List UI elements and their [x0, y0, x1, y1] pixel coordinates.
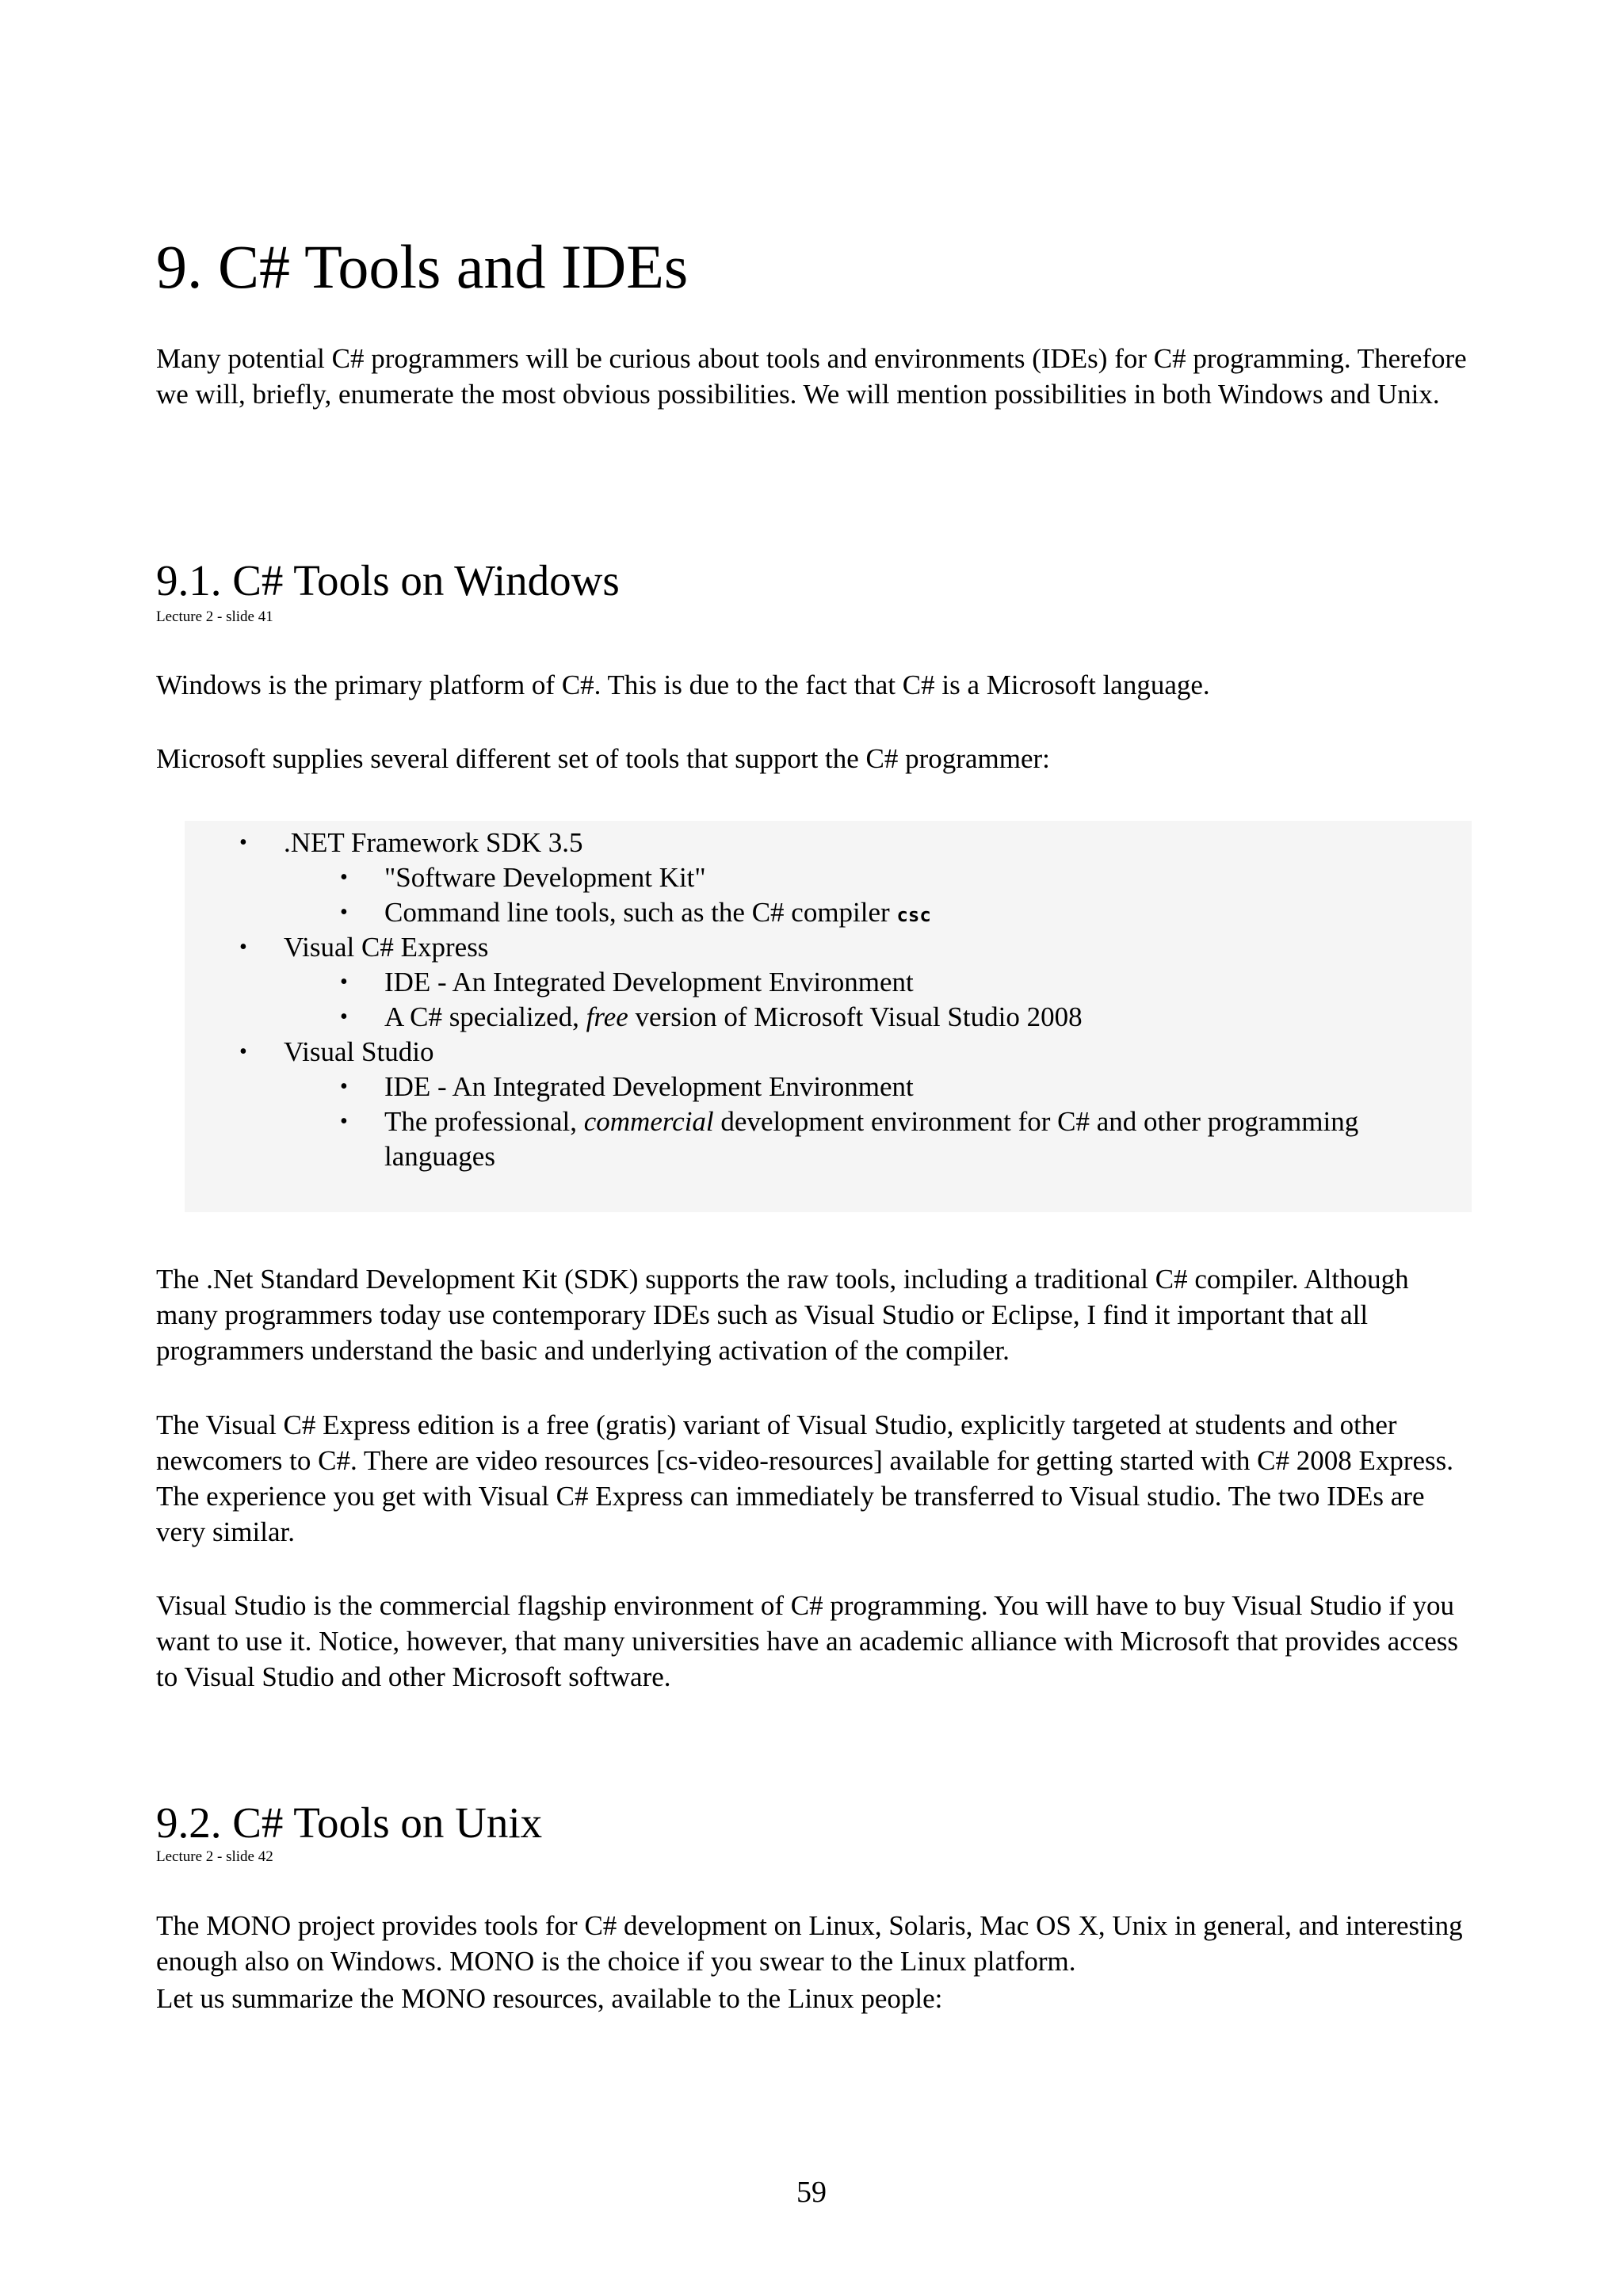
windows-paragraph: The .Net Standard Development Kit (SDK) supports the raw tools, including a traditional C# compiler. Although many programmers today use contemporary IDEs such as Visual Studio or Eclipse, I find it important that all programmers understand the basic and underlying activation of the compiler.: [156, 1264, 1409, 1366]
list-item-label: The professional,: [384, 1106, 584, 1137]
section-title-unix: 9.2. C# Tools on Unix: [156, 1798, 543, 1847]
bullet-icon: •: [340, 1109, 348, 1134]
unix-paragraph: The MONO project provides tools for C# development on Linux, Solaris, Mac OS X, Unix in general, and interesting enough also on Windows. MONO is the choice if you swear to the Linux platform.: [156, 1910, 1463, 1977]
emphasis-text: free: [586, 1001, 628, 1032]
slide-reference: Lecture 2 - slide 42: [156, 1848, 273, 1865]
windows-paragraph: Microsoft supplies several different set of tools that support the C# programmer:: [156, 743, 1050, 774]
list-item-label: IDE - An Integrated Development Environment: [384, 1071, 914, 1102]
bullet-icon: •: [239, 935, 247, 959]
slide-reference: Lecture 2 - slide 41: [156, 608, 273, 625]
bullet-icon: •: [340, 1005, 348, 1029]
list-item: [340, 860, 706, 895]
list-item-label: version of Microsoft Visual Studio 2008: [628, 1001, 1083, 1032]
page-number: 59: [796, 2176, 827, 2209]
bullet-icon: •: [340, 1074, 348, 1099]
list-item-label: .NET Framework SDK 3.5: [284, 827, 583, 858]
list-item: [239, 930, 489, 965]
list-item-label: Visual Studio: [284, 1036, 434, 1067]
list-item-label: IDE - An Integrated Development Environment: [384, 967, 914, 997]
chapter-intro: Many potential C# programmers will be curious about tools and environments (IDEs) for C# programming. Therefore we will, briefly, enumerate the most obvious possibilities. We will mention possibilities in both Windows and Unix.: [156, 343, 1467, 410]
section-title-windows: 9.1. C# Tools on Windows: [156, 556, 620, 605]
list-item: [239, 1035, 434, 1070]
bullet-icon: •: [239, 830, 247, 855]
list-item-label: "Software Development Kit": [384, 862, 706, 893]
list-item-label: Visual C# Express: [284, 932, 489, 963]
list-item: [340, 1000, 1083, 1035]
windows-paragraph: Windows is the primary platform of C#. This is due to the fact that C# is a Microsoft language.: [156, 669, 1210, 700]
chapter-title: 9. C# Tools and IDEs: [156, 232, 689, 301]
bullet-icon: •: [340, 970, 348, 994]
list-item: [239, 826, 583, 860]
bullet-icon: •: [239, 1039, 247, 1064]
list-item: [340, 895, 931, 933]
list-item: [340, 1070, 914, 1104]
list-item: [340, 1104, 1462, 1174]
list-item: [340, 965, 914, 1000]
list-item-label: Command line tools, such as the C# compiler: [384, 897, 897, 928]
windows-paragraph: Visual Studio is the commercial flagship environment of C# programming. You will have to buy Visual Studio if you want to use it. Notice, however, that many universities have an academic alliance with Microsoft that provides access to Visual Studio and other Microsoft software.: [156, 1590, 1459, 1692]
code-snippet: csc: [896, 904, 931, 926]
unix-paragraph: Let us summarize the MONO resources, available to the Linux people:: [156, 1983, 943, 2014]
bullet-icon: •: [340, 865, 348, 890]
list-item-label: development environment for C# and other programming languages: [384, 1106, 1359, 1172]
list-item-label: A C# specialized,: [384, 1001, 586, 1032]
bullet-icon: •: [340, 900, 348, 925]
emphasis-text: commercial: [583, 1106, 714, 1137]
windows-paragraph: The Visual C# Express edition is a free (gratis) variant of Visual Studio, explicitly targeted at students and other newcomers to C#. There are video resources [cs-video-resources] available for getting started with C# 2008 Express. The experience you get with Visual C# Express can immediately be transferred to Visual studio. The two IDEs are very similar.: [156, 1409, 1454, 1547]
